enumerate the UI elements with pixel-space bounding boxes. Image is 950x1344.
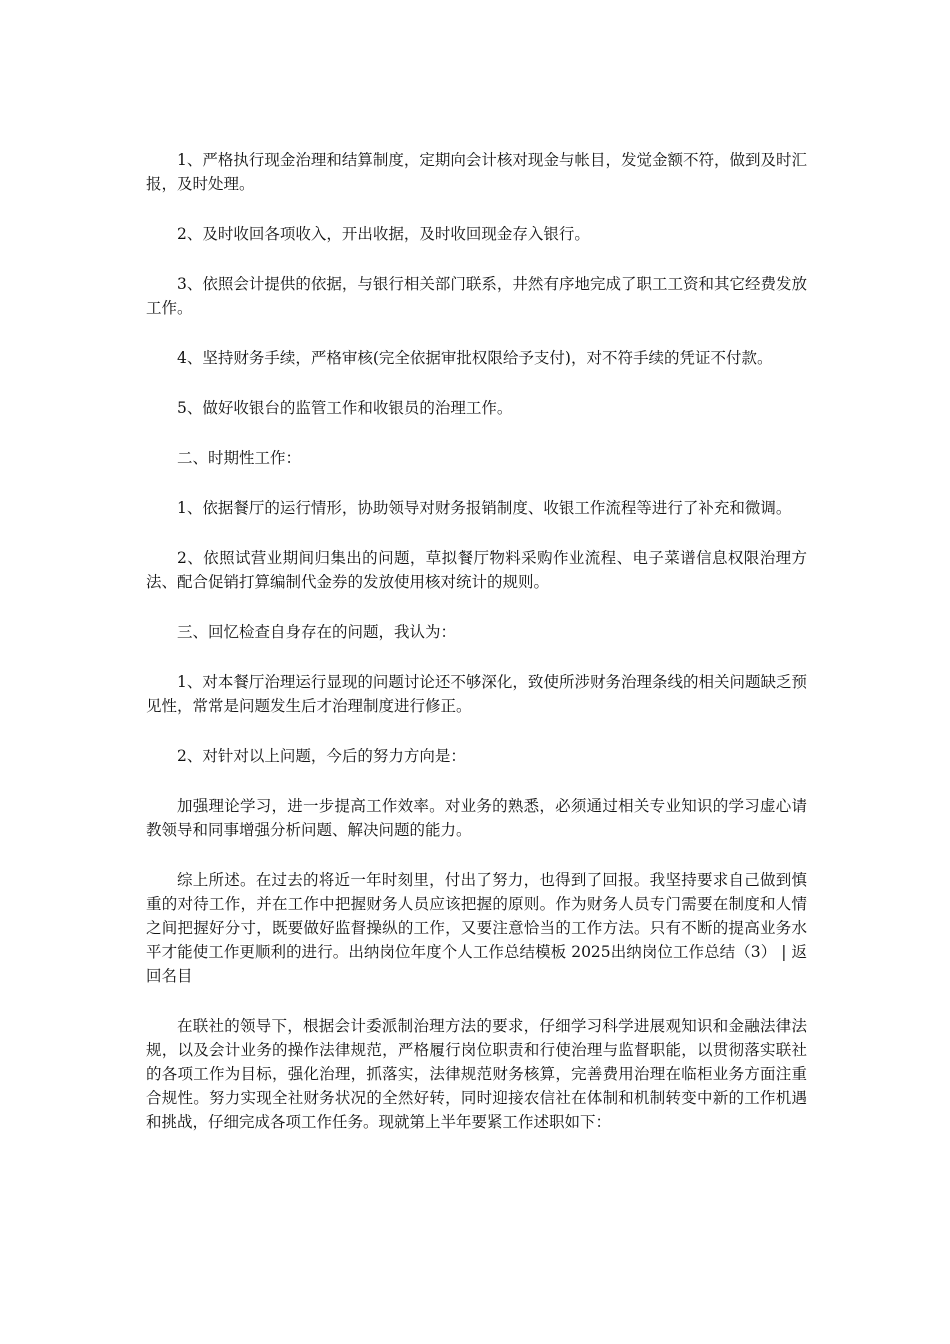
section-heading-periodic-work: 二、时期性工作：: [177, 449, 302, 467]
paragraph-bank-contact: 3、依照会计提供的依据，与银行相关部门联系，井然有序地完成了职工工资和其它经费发放工作。: [146, 275, 807, 317]
paragraph-summary: 综上所述。在过去的将近一年时刻里，付出了努力，也得到了回报。我坚持要求自己做到慎重的对待工作，并在工作中把握财务人员应该把握的原则。作为财务人员专门需要在制度和人情之间把握好分寸，既要做好监督操纵的工作，又要注意恰当的工作方法。只有不断的提高业务水平才能使工作更顺利的进行。出纳岗位年度个人工作总结模板 2025出纳岗位工作总结（3） | 返回名目: [146, 871, 807, 985]
paragraph-cooperative-report: 在联社的领导下，根据会计委派制治理方法的要求，仔细学习科学进展观知识和金融法律法规，以及会计业务的操作法律规范，严格履行岗位职责和行使治理与监督职能，以贯彻落实联社的各项工作为目标，强化治理，抓落实，法律规范财务核算，完善费用治理在临柜业务方面注重合规性。努力实现全社财务状况的全然好转，同时迎接农信社在体制和机制转变中新的工作机遇和挑战，仔细完成各项工作任务。现就第上半年要紧工作述职如下：: [146, 1017, 807, 1131]
paragraph-income-collection: 2、及时收回各项收入，开出收据，及时收回现金存入银行。: [177, 225, 590, 243]
paragraph-procurement-process: 2、依照试营业期间归集出的问题，草拟餐厅物料采购作业流程、电子菜谱信息权限治理方法、配合促销打算编制代金券的发放使用核对统计的规则。: [146, 549, 807, 591]
section-heading-self-review: 三、回忆检查自身存在的问题，我认为：: [177, 623, 457, 641]
paragraph-reimbursement-system: 1、依据餐厅的运行情形，协助领导对财务报销制度、收银工作流程等进行了补充和微调。: [177, 499, 792, 517]
paragraph-audit-procedures: 4、坚持财务手续，严格审核(完全依据审批权限给予支付)，对不符手续的凭证不付款。: [177, 349, 773, 367]
paragraph-cashier-supervision: 5、做好收银台的监管工作和收银员的治理工作。: [177, 399, 513, 417]
document-body: [146, 148, 807, 1160]
paragraph-problem-analysis: 1、对本餐厅治理运行显现的问题讨论还不够深化，致使所涉财务治理条线的相关问题缺乏预见性，常常是问题发生后才治理制度进行修正。: [146, 673, 807, 715]
paragraph-improvement-direction: 2、对针对以上问题，今后的努力方向是：: [177, 747, 466, 765]
paragraph-theory-study: 加强理论学习，进一步提高工作效率。对业务的熟悉，必须通过相关专业知识的学习虚心请教领导和同事增强分析问题、解决问题的能力。: [146, 797, 807, 839]
paragraph-cash-management: 1、严格执行现金治理和结算制度，定期向会计核对现金与帐目，发觉金额不符，做到及时汇报，及时处理。: [146, 151, 807, 193]
